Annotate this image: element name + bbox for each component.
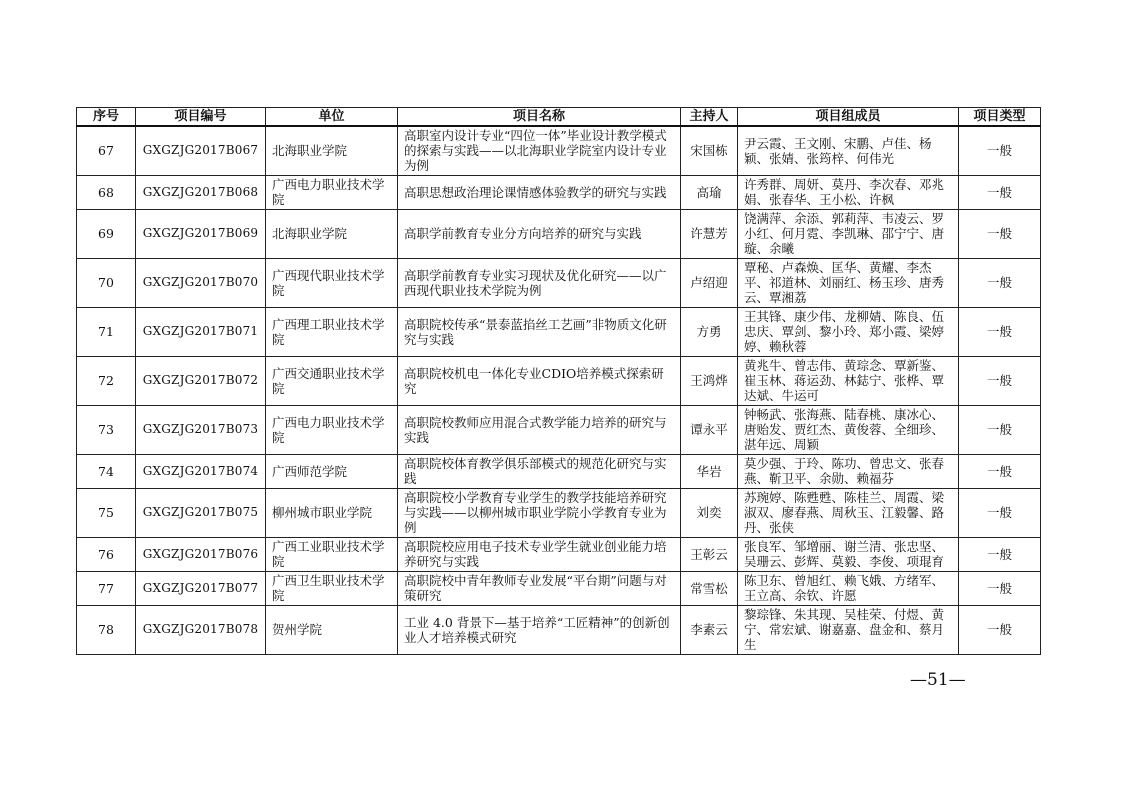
cell-project-name: 高职室内设计专业“四位一体”毕业设计教学模式的探索与实践——以北海职业学院室内设计专业为例 <box>398 126 681 175</box>
cell-code: GXGZJG2017B070 <box>136 258 266 307</box>
cell-project-name: 高职院校中青年教师专业发展“平台期”问题与对策研究 <box>398 571 681 605</box>
cell-type: 一般 <box>959 126 1041 175</box>
cell-unit: 柳州城市职业学院 <box>266 488 398 537</box>
cell-type: 一般 <box>959 605 1041 654</box>
table-row <box>77 307 1041 356</box>
cell-host: 高瑜 <box>681 175 738 209</box>
cell-seq: 68 <box>77 175 136 209</box>
cell-members: 王其锋、康少伟、龙柳婧、陈良、伍忠庆、覃剑、黎小玲、郑小霞、梁婷婷、赖秋蓉 <box>738 307 959 356</box>
cell-seq: 71 <box>77 307 136 356</box>
table-row <box>77 571 1041 605</box>
cell-project-name: 高职院校小学教育专业学生的教学技能培养研究与实践——以柳州城市职业学院小学教育专业为例 <box>398 488 681 537</box>
header-host: 主持人 <box>681 108 738 127</box>
cell-seq: 73 <box>77 405 136 454</box>
cell-host: 刘奕 <box>681 488 738 537</box>
cell-type: 一般 <box>959 258 1041 307</box>
cell-code: GXGZJG2017B078 <box>136 605 266 654</box>
cell-seq: 69 <box>77 209 136 258</box>
cell-type: 一般 <box>959 454 1041 488</box>
cell-host: 卢绍迎 <box>681 258 738 307</box>
cell-type: 一般 <box>959 571 1041 605</box>
page-number: —51— <box>910 670 966 690</box>
table-row <box>77 258 1041 307</box>
cell-code: GXGZJG2017B069 <box>136 209 266 258</box>
cell-host: 谭永平 <box>681 405 738 454</box>
cell-unit: 广西卫生职业技术学院 <box>266 571 398 605</box>
cell-seq: 74 <box>77 454 136 488</box>
cell-seq: 72 <box>77 356 136 405</box>
cell-type: 一般 <box>959 209 1041 258</box>
cell-code: GXGZJG2017B071 <box>136 307 266 356</box>
cell-members: 许秀群、周妍、莫丹、李次春、邓兆娟、张春华、王小松、许枫 <box>738 175 959 209</box>
cell-host: 李素云 <box>681 605 738 654</box>
cell-unit: 广西工业职业技术学院 <box>266 537 398 571</box>
cell-host: 华岩 <box>681 454 738 488</box>
table-row <box>77 488 1041 537</box>
cell-type: 一般 <box>959 405 1041 454</box>
header-name: 项目名称 <box>398 108 681 127</box>
cell-unit: 贺州学院 <box>266 605 398 654</box>
cell-host: 方勇 <box>681 307 738 356</box>
header-type: 项目类型 <box>959 108 1041 127</box>
cell-seq: 67 <box>77 126 136 175</box>
cell-type: 一般 <box>959 175 1041 209</box>
cell-unit: 北海职业学院 <box>266 209 398 258</box>
cell-seq: 76 <box>77 537 136 571</box>
cell-seq: 75 <box>77 488 136 537</box>
cell-members: 钟畅武、张海燕、陆春桃、康冰心、唐贻发、贾红杰、黄俊蓉、全细珍、湛年远、周颖 <box>738 405 959 454</box>
cell-unit: 广西现代职业技术学院 <box>266 258 398 307</box>
cell-host: 常雪松 <box>681 571 738 605</box>
table-row <box>77 209 1041 258</box>
header-seq: 序号 <box>77 108 136 127</box>
header-code: 项目编号 <box>136 108 266 127</box>
cell-host: 王彰云 <box>681 537 738 571</box>
cell-code: GXGZJG2017B075 <box>136 488 266 537</box>
cell-unit: 广西理工职业技术学院 <box>266 307 398 356</box>
cell-code: GXGZJG2017B072 <box>136 356 266 405</box>
cell-members: 张良军、邹增丽、谢兰清、张忠坚、吴珊云、彭辉、莫毅、李俊、项琨育 <box>738 537 959 571</box>
cell-type: 一般 <box>959 537 1041 571</box>
header-members: 项目组成员 <box>738 108 959 127</box>
cell-type: 一般 <box>959 307 1041 356</box>
cell-members: 覃秘、卢森焕、匡华、黄耀、李杰平、祁道林、刘丽红、杨玉珍、唐秀云、覃湘荔 <box>738 258 959 307</box>
table-row <box>77 356 1041 405</box>
cell-unit: 北海职业学院 <box>266 126 398 175</box>
cell-project-name: 高职院校机电一体化专业CDIO培养模式探索研究 <box>398 356 681 405</box>
cell-unit: 广西电力职业技术学院 <box>266 405 398 454</box>
table-row <box>77 454 1041 488</box>
table-body <box>77 126 1041 654</box>
header-unit: 单位 <box>266 108 398 127</box>
cell-members: 莫少强、于玲、陈功、曾忠文、张春燕、靳卫平、余勋、赖福芬 <box>738 454 959 488</box>
cell-seq: 70 <box>77 258 136 307</box>
table-row <box>77 605 1041 654</box>
cell-members: 尹云霞、王文刚、宋鹏、卢佳、杨颖、张婧、张筠梓、何伟光 <box>738 126 959 175</box>
table-row <box>77 126 1041 175</box>
cell-type: 一般 <box>959 356 1041 405</box>
cell-members: 黎琮锋、朱其现、吴桂荣、付煜、黄宁、常宏斌、谢嘉嘉、盘金和、蔡月生 <box>738 605 959 654</box>
cell-type: 一般 <box>959 488 1041 537</box>
cell-project-name: 高职学前教育专业分方向培养的研究与实践 <box>398 209 681 258</box>
cell-unit: 广西师范学院 <box>266 454 398 488</box>
table-row <box>77 175 1041 209</box>
cell-code: GXGZJG2017B076 <box>136 537 266 571</box>
cell-project-name: 高职院校应用电子技术专业学生就业创业能力培养研究与实践 <box>398 537 681 571</box>
cell-code: GXGZJG2017B074 <box>136 454 266 488</box>
cell-host: 许慧芳 <box>681 209 738 258</box>
cell-seq: 78 <box>77 605 136 654</box>
project-table <box>76 107 1041 655</box>
table-row <box>77 405 1041 454</box>
cell-code: GXGZJG2017B067 <box>136 126 266 175</box>
cell-project-name: 高职院校体育教学俱乐部模式的规范化研究与实践 <box>398 454 681 488</box>
cell-members: 陈卫东、曾旭红、赖飞娥、方绪军、王立高、余钦、许愿 <box>738 571 959 605</box>
cell-project-name: 高职院校教师应用混合式教学能力培养的研究与实践 <box>398 405 681 454</box>
cell-code: GXGZJG2017B077 <box>136 571 266 605</box>
table-row <box>77 537 1041 571</box>
cell-project-name: 工业 4.0 背景下—基于培养“工匠精神”的创新创业人才培养模式研究 <box>398 605 681 654</box>
cell-project-name: 高职学前教育专业实习现状及优化研究——以广西现代职业技术学院为例 <box>398 258 681 307</box>
cell-code: GXGZJG2017B068 <box>136 175 266 209</box>
table-header-row <box>77 108 1041 127</box>
cell-members: 饶满萍、余添、郭莉萍、韦凌云、罗小红、何月霓、李凯琳、邵宁宁、唐璇、余曦 <box>738 209 959 258</box>
cell-members: 黄兆牛、曾志伟、黄琮念、覃新鉴、崔玉林、蒋运劲、林鋕宁、张桦、覃达斌、牛运可 <box>738 356 959 405</box>
cell-host: 宋国栋 <box>681 126 738 175</box>
cell-project-name: 高职思想政治理论课情感体验教学的研究与实践 <box>398 175 681 209</box>
cell-seq: 77 <box>77 571 136 605</box>
cell-unit: 广西交通职业技术学院 <box>266 356 398 405</box>
cell-project-name: 高职院校传承“景泰蓝掐丝工艺画”非物质文化研究与实践 <box>398 307 681 356</box>
cell-members: 苏琬婷、陈甦甦、陈桂兰、周霞、梁淑双、廖春燕、周秋玉、江毅馨、路丹、张侠 <box>738 488 959 537</box>
cell-unit: 广西电力职业技术学院 <box>266 175 398 209</box>
cell-code: GXGZJG2017B073 <box>136 405 266 454</box>
cell-host: 王鸿烨 <box>681 356 738 405</box>
